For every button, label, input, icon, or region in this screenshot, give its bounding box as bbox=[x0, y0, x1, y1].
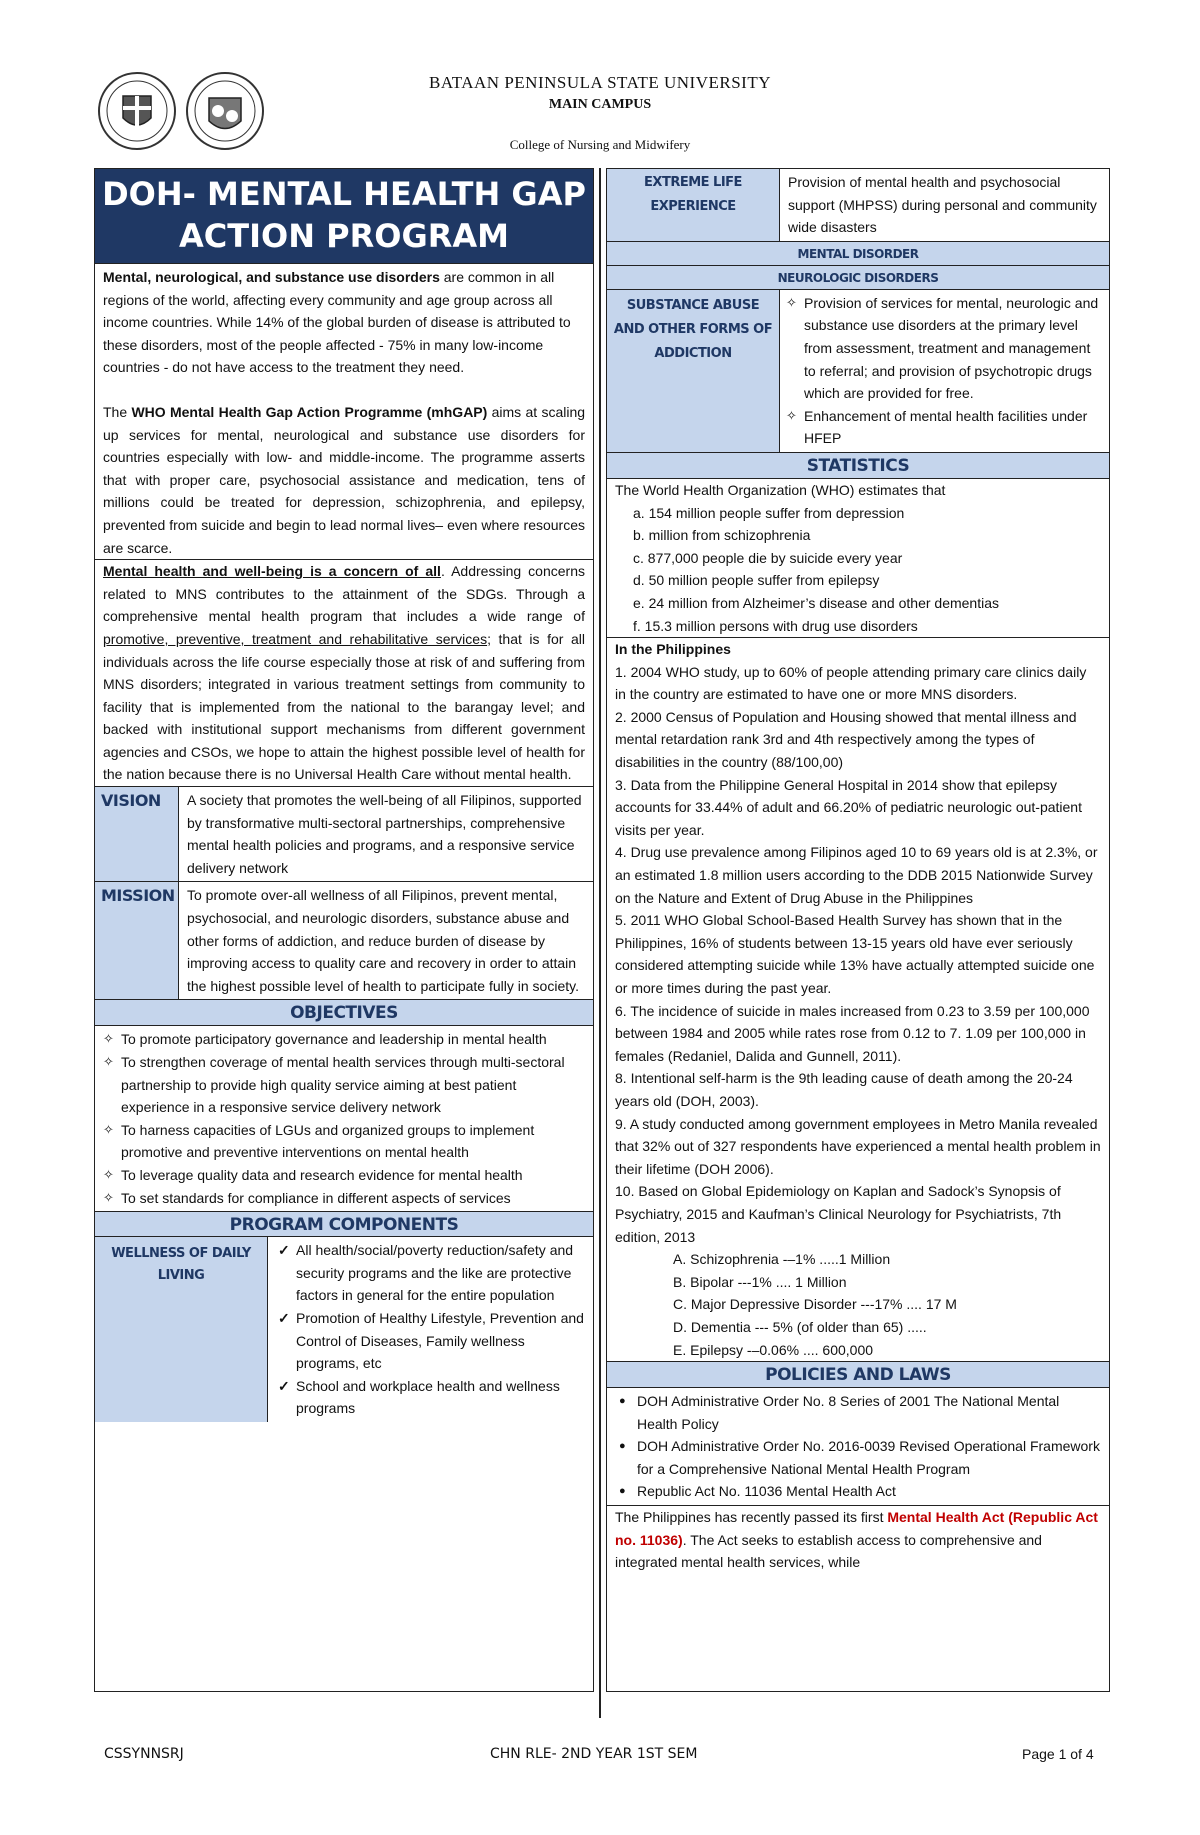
substance-item: ✧ Enhancement of mental health facilities under HFEP bbox=[784, 405, 1105, 450]
ph-item: 4. Drug use prevalence among Filipinos aged 10 to 69 years old is at 2.3%, or an estimated 1.8 million users according to the DDB 2015 Nationwide Survey on the Nature and Extent of Drug Abuse in the Philippines bbox=[615, 844, 1098, 906]
vision-row bbox=[95, 786, 593, 882]
program-title-line2: ACTION PROGRAM bbox=[179, 217, 509, 255]
mental-health-act-block bbox=[607, 1506, 1109, 1574]
policy-item: ● DOH Administrative Order No. 2016-0039 Revised Operational Framework for a Comprehensive National Mental Health Program bbox=[613, 1435, 1103, 1480]
wellness-list bbox=[272, 1239, 589, 1420]
footer-course: CHN RLE- 2ND YEAR 1ST SEM bbox=[490, 1746, 698, 1762]
mission-row bbox=[95, 882, 593, 1000]
concern-text-b: ; that is for all individuals across the life course especially those at risk of and suffering from MNS disorders; integrated in various treatment settings from community to facility that is implemented from the national to the barangay level; and backed with institutional support mechanisms from different government agencies and CSOs, we hope to attain the highest possible level of health for the nation because there is no Universal Health Care without mental health. bbox=[103, 630, 585, 783]
who-intro: The World Health Organization (WHO) estimates that bbox=[615, 481, 946, 498]
components-heading: PROGRAM COMPONENTS bbox=[95, 1211, 593, 1237]
act-pre: The Philippines has recently passed its first bbox=[615, 1509, 888, 1526]
objective-item: ✧ To strengthen coverage of mental health services through multi-sectoral partnership to provide high quality service aiming at best patient experience in a responsive service delivery network bbox=[101, 1051, 587, 1119]
wellness-item: ✓ All health/social/poverty reduction/safety and security programs and the like are protective factors in general for the entire population bbox=[272, 1239, 589, 1307]
extreme-label: EXTREME LIFE EXPERIENCE bbox=[607, 169, 780, 241]
intro-block bbox=[95, 263, 593, 559]
substance-row bbox=[607, 290, 1109, 453]
program-title-banner bbox=[95, 169, 593, 263]
right-column bbox=[606, 168, 1110, 1692]
who-item: f. 15.3 million persons with drug use disorders bbox=[633, 617, 918, 634]
ph-item: 6. The incidence of suicide in males increased from 0.23 to 3.59 per 100,000 between 1984 and 2005 while rates rose from 0.12 to 7. 1.09 per 100,000 in females (Redaniel, Dalida and Gunnell, 2011). bbox=[615, 1002, 1090, 1064]
mental-disorder-heading: MENTAL DISORDER bbox=[607, 242, 1109, 266]
extreme-text: Provision of mental health and psychosocial support (MHPSS) during personal and community wide disasters bbox=[788, 174, 1097, 236]
policies-block bbox=[607, 1388, 1109, 1506]
objective-item: ✧ To leverage quality data and research evidence for mental health bbox=[101, 1164, 587, 1187]
act-name: Mental Health Act bbox=[887, 1509, 1005, 1526]
act-number: (Republic Act no. 11036) bbox=[615, 1509, 1098, 1548]
objective-item: ✧ To promote participatory governance and leadership in mental health bbox=[101, 1028, 587, 1051]
mhgap-text: aims at scaling up services for mental, neurological and substance use disorders for countries especially with low- and middle-income. The programme asserts that with proper care, psychosocial assistance and medication, tens of millions could be treated for depression, schizophrenia, and epilepsy, prevented from suicide and begin to lead normal lives– even where resources are scarce. bbox=[103, 403, 586, 556]
who-item: e. 24 million from Alzheimer’s disease and other dementias bbox=[633, 594, 1000, 611]
concern-block bbox=[95, 559, 593, 786]
ph-item: 1. 2004 WHO study, up to 60% of people attending primary care clinics daily in the country are estimated to have one or more MNS disorders. bbox=[615, 663, 1087, 703]
philippines-list bbox=[615, 661, 1101, 1248]
objectives-block bbox=[95, 1026, 593, 1211]
epi-item: E. Epilepsy -–0.06% .... 600,000 bbox=[673, 1341, 874, 1358]
who-item: c. 877,000 people die by suicide every year bbox=[633, 549, 903, 566]
page-number: Page 1 of 4 bbox=[1022, 1746, 1094, 1762]
neurologic-heading: NEUROLOGIC DISORDERS bbox=[607, 266, 1109, 290]
mhgap-bold: WHO Mental Health Gap Action Programme (mhGAP) bbox=[131, 403, 488, 420]
objectives-heading: OBJECTIVES bbox=[95, 1000, 593, 1026]
who-item: d. 50 million people suffer from epilepsy bbox=[633, 572, 880, 589]
policy-item: ● DOH Administrative Order No. 8 Series of 2001 The National Mental Health Policy bbox=[613, 1390, 1103, 1435]
concern-text-a: . Addressing concerns related to MNS contributes to the attainment of the SDGs. Through a comprehensive mental health program that includes a wide range of bbox=[103, 563, 585, 625]
policies-list bbox=[613, 1390, 1103, 1503]
epi-item: D. Dementia --- 5% (of older than 65) ..... bbox=[673, 1318, 927, 1335]
extreme-row bbox=[607, 169, 1109, 242]
wellness-item: ✓ Promotion of Healthy Lifestyle, Prevention and Control of Diseases, Family wellness programs, etc bbox=[272, 1307, 589, 1375]
who-item: b. million from schizophrenia bbox=[633, 527, 811, 544]
philippines-heading: In the Philippines bbox=[615, 641, 731, 658]
objective-item: ✧ To harness capacities of LGUs and organized groups to implement promotive and preventive interventions on mental health bbox=[101, 1119, 587, 1164]
footer-code: CSSYNNSRJ bbox=[104, 1746, 184, 1762]
act-text: . The Act seeks to establish access to comprehensive and integrated mental health services, while bbox=[615, 1531, 1042, 1571]
mission-label: MISSION bbox=[95, 882, 179, 999]
epi-item: C. Major Depressive Disorder ---17% .... 17 M bbox=[673, 1296, 957, 1313]
ph-item: 9. A study conducted among government employees in Metro Manila revealed that 32% out of 327 respondents have experienced a mental health problem in their lifetime (DOH 2006). bbox=[615, 1115, 1101, 1177]
mhgap-pre: The bbox=[103, 403, 132, 420]
philippines-block bbox=[607, 638, 1109, 1362]
act-paragraph bbox=[615, 1506, 1101, 1574]
wellness-row bbox=[95, 1237, 593, 1422]
objective-item: ✧ To set standards for compliance in different aspects of services bbox=[101, 1187, 587, 1210]
epi-item: B. Bipolar ---1% .... 1 Million bbox=[673, 1273, 847, 1290]
vision-label: VISION bbox=[95, 787, 179, 881]
column-divider bbox=[599, 168, 601, 1718]
wellness-cell bbox=[268, 1237, 593, 1422]
intro-paragraph bbox=[103, 266, 585, 379]
concern-paragraph bbox=[103, 560, 585, 786]
policies-heading: POLICIES AND LAWS bbox=[607, 1362, 1109, 1388]
mission-text: To promote over-all wellness of all Filipinos, prevent mental, psychosocial, and neurologic disorders, substance abuse and other forms of addiction, and reduce burden of disease by improving access to quality care and recovery in order to attain the highest possible level of health to participate fully in society. bbox=[187, 887, 579, 994]
concern-bold: Mental health and well-being is a concern of all bbox=[103, 563, 441, 580]
college-name: College of Nursing and Midwifery bbox=[509, 137, 691, 152]
substance-label: SUBSTANCE ABUSE AND OTHER FORMS OF ADDICTION bbox=[607, 290, 780, 452]
policy-item: ● Republic Act No. 11036 Mental Health Act bbox=[613, 1480, 1103, 1503]
university-name: BATAAN PENINSULA STATE UNIVERSITY bbox=[429, 73, 771, 92]
program-title-line1: DOH- MENTAL HEALTH GAP bbox=[102, 175, 586, 213]
who-item: a. 154 million people suffer from depression bbox=[633, 504, 905, 521]
campus-name: MAIN CAMPUS bbox=[548, 97, 652, 112]
epi-item: A. Schizophrenia -–1% .....1 Million bbox=[673, 1251, 891, 1268]
mhgap-paragraph bbox=[103, 401, 585, 559]
wellness-label: WELLNESS OF DAILY LIVING bbox=[95, 1237, 268, 1422]
ph-item: 8. Intentional self-harm is the 9th leading cause of death among the 20-24 years old (DOH, 2003). bbox=[615, 1070, 1073, 1109]
who-block bbox=[607, 479, 1109, 638]
intro-text: are common in all regions of the world, affecting every community and age group across all income countries. While 14% of the global burden of disease is attributed to these disorders, most of the people affected - 75% in many low-income countries - do not have access to the treatment they need. bbox=[103, 269, 571, 376]
left-column bbox=[94, 168, 594, 1692]
objectives-list bbox=[101, 1028, 587, 1209]
who-list bbox=[615, 502, 1101, 638]
wellness-item: ✓ School and workplace health and wellness programs bbox=[272, 1375, 589, 1420]
vision-text: A society that promotes the well-being of all Filipinos, supported by transformative multi-sectoral partnerships, comprehensive mental health policies and programs, and a responsive service delivery network bbox=[187, 792, 582, 876]
ph-item: 5. 2011 WHO Global School-Based Health Survey has shown that in the Philippines, 16% of students between 13-15 years old have ever seriously considered attempting suicide while 13% have actually attempted suicide one or more times during the past year. bbox=[615, 912, 1095, 996]
ph-item: 3. Data from the Philippine General Hospital in 2014 show that epilepsy accounts for 33.44% of adult and 66.20% of pediatric neurologic out-patient visits per year. bbox=[615, 776, 1082, 838]
substance-list bbox=[784, 292, 1105, 450]
statistics-heading: STATISTICS bbox=[607, 453, 1109, 479]
ph-item: 10. Based on Global Epidemiology on Kaplan and Sadock’s Synopsis of Psychiatry, 2015 and Kaufman’s Clinical Neurology for Psychiatrists, 7th edition, 2013 bbox=[615, 1183, 1062, 1245]
concern-underlined: promotive, preventive, treatment and rehabilitative services bbox=[103, 630, 488, 647]
intro-bold: Mental, neurological, and substance use disorders bbox=[103, 269, 440, 285]
substance-item: ✧ Provision of services for mental, neurologic and substance use disorders at the primary level from assessment, treatment and management to referral; and provision of psychotropic drugs which are provided for free. bbox=[784, 292, 1105, 405]
epidemiology-list bbox=[615, 1248, 1101, 1361]
ph-item: 2. 2000 Census of Population and Housing showed that mental illness and mental retardation rank 3rd and 4th respectively among the types of disabilities in the country (88/100,00) bbox=[615, 708, 1077, 771]
substance-cell bbox=[780, 290, 1109, 452]
